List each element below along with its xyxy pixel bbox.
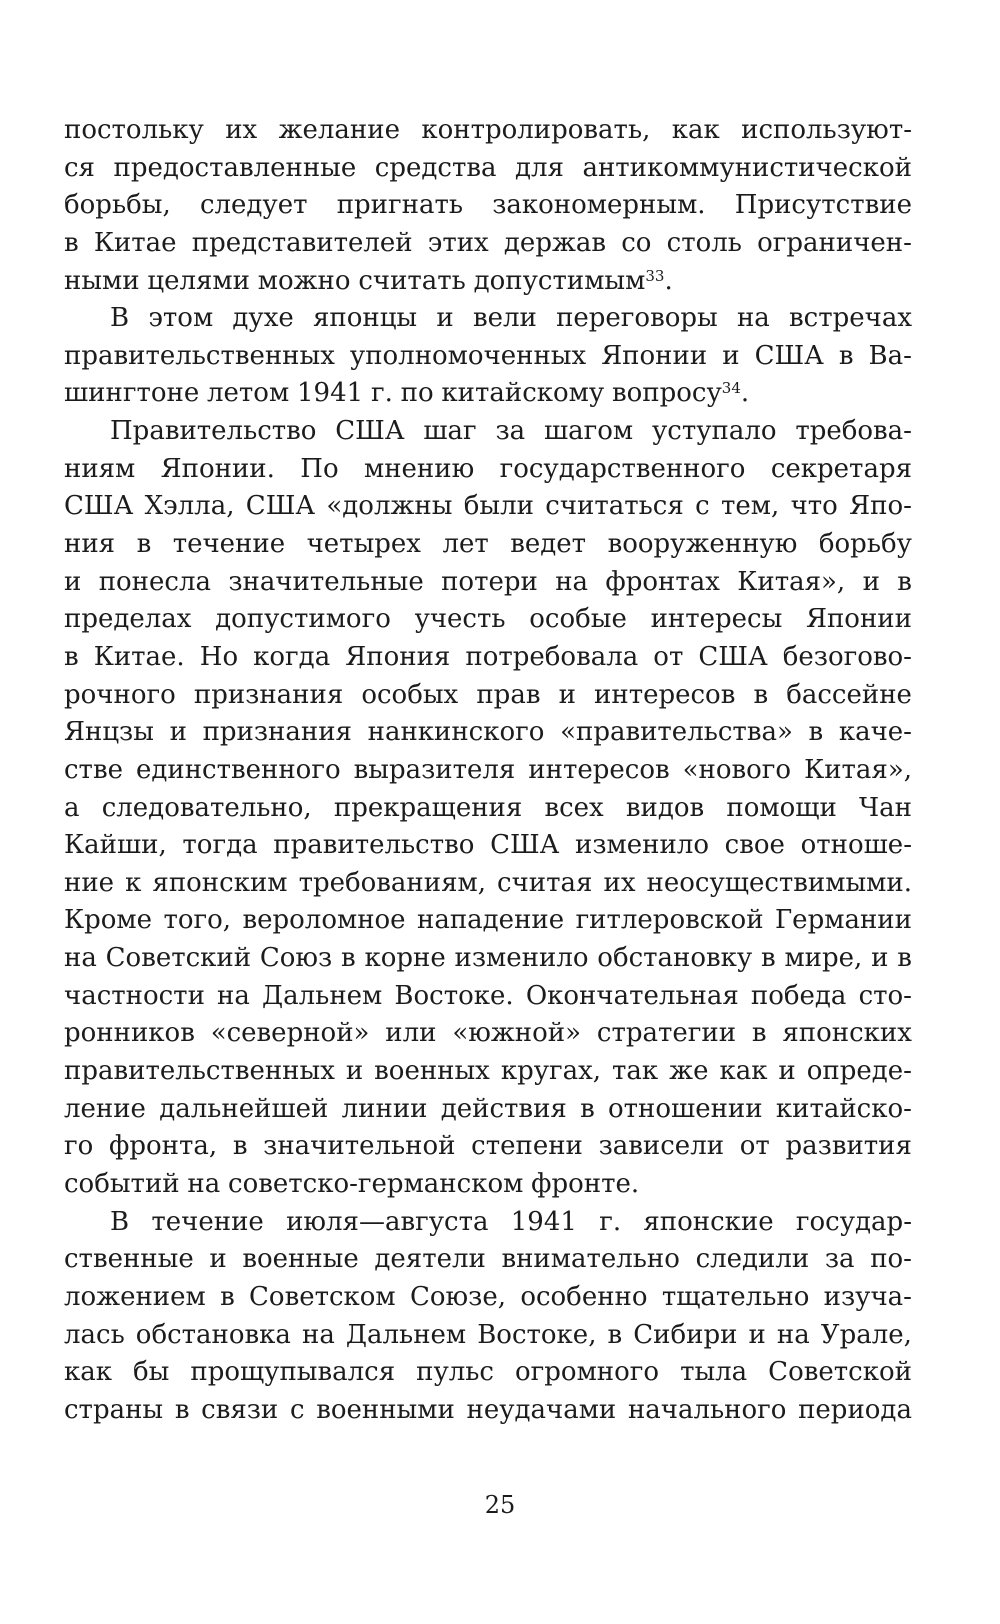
text-line: и понесла значительные потери на фронтах Китая», и в	[64, 566, 912, 597]
text-line: Кроме того, вероломное нападение гитлеровской Германии	[64, 905, 912, 936]
footnote-ref: 34	[721, 379, 741, 398]
text-line: ными целями можно считать допустимым$^{33}$.	[64, 265, 673, 296]
text-line: ся предоставленные средства для антикоммунистической	[64, 152, 912, 183]
text-line: на Советский Союз в корне изменило обстановку в мире, и в	[64, 943, 912, 974]
text-line: ниям Японии. По мнению государственного секретаря	[64, 453, 912, 484]
text-line: как бы прощупывался пульс огромного тыла Советской	[64, 1357, 912, 1388]
text-line: в Китае. Но когда Япония потребовала от США безогово-	[64, 641, 912, 672]
text-line: стве единственного выразителя интересов «нового Китая»,	[64, 754, 912, 785]
page-number: 25	[484, 1491, 516, 1519]
text-line: ронников «северной» или «южной» стратегии в японских	[64, 1018, 912, 1049]
text-line: а следовательно, прекращения всех видов помощи Чан	[64, 792, 912, 823]
text-line: частности на Дальнем Востоке. Окончательная победа сто-	[64, 980, 912, 1011]
text-line: постольку их желание контролировать, как используют-	[64, 115, 912, 145]
text-line: лась обстановка на Дальнем Востоке, в Сибири и на Урале,	[64, 1319, 912, 1350]
text-line: шингтоне летом 1941 г. по китайскому вопросу$^{34}$.	[64, 378, 750, 409]
paragraph	[64, 413, 912, 1203]
text-line: Янцзы и признания нанкинского «правительства» в каче-	[64, 717, 912, 748]
text-line: В течение июля—августа 1941 г. японские государ-	[110, 1206, 912, 1237]
text-line: Кайши, тогда правительство США изменило свое отноше-	[64, 830, 912, 861]
text-line: рочного признания особых прав и интересов в бассейне	[64, 679, 912, 710]
text-line: правительственных уполномоченных Японии и США в Ва-	[64, 340, 912, 371]
footnote-ref: 33	[645, 266, 665, 285]
text-line: ние к японским требованиям, считая их неосуществимыми.	[64, 867, 912, 898]
text-line: борьбы, следует пригнать закономерным. Присутствие	[64, 190, 912, 221]
text-line: ния в течение четырех лет ведет вооруженную борьбу	[64, 529, 912, 560]
text-line: событий на советско-германском фронте.	[64, 1168, 640, 1199]
paragraph	[64, 112, 912, 300]
text-line: пределах допустимого учесть особые интересы Японии	[64, 604, 912, 635]
text-line: страны в связи с военными неудачами начального периода	[64, 1394, 912, 1425]
text-line: ственные и военные деятели внимательно следили за по-	[64, 1244, 912, 1275]
text-line: правительственных и военных кругах, так же как и опреде-	[64, 1056, 912, 1087]
text-line: В этом духе японцы и вели переговоры на встречах	[110, 303, 912, 334]
paragraph	[64, 1204, 912, 1430]
paragraph	[64, 300, 912, 413]
text-line: США Хэлла, США «должны были считаться с тем, что Япо-	[64, 491, 912, 522]
page-body	[64, 112, 912, 1429]
text-line: ложением в Советском Союзе, особенно тщательно изуча-	[64, 1281, 912, 1312]
text-line: Правительство США шаг за шагом уступало требова-	[110, 416, 912, 447]
text-line: в Китае представителей этих держав со столь ограничен-	[64, 227, 912, 258]
text-line: ление дальнейшей линии действия в отношении китайско-	[64, 1093, 912, 1124]
text-line: го фронта, в значительной степени зависели от развития	[64, 1131, 912, 1162]
